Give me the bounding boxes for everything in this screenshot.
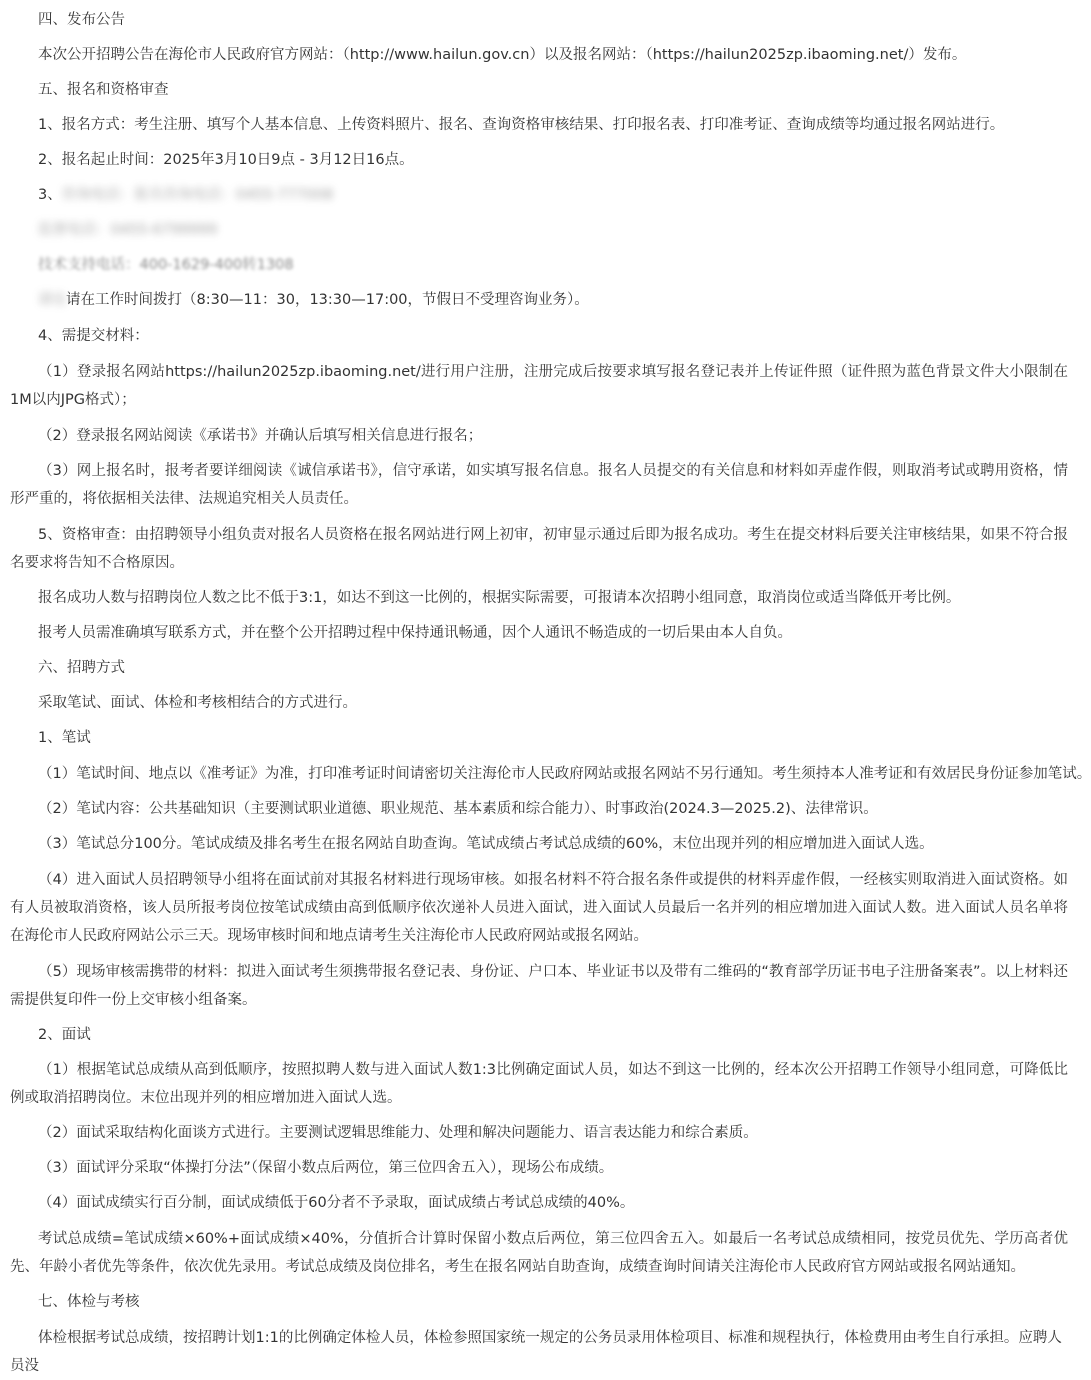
redacted-phone-supervision: 监督电话：0455-6799999 xyxy=(38,222,218,238)
section-7-heading: 七、体检与考核 xyxy=(38,1294,140,1310)
section-5-item-4-2: （2）登录报名网站阅读《承诺书》并确认后填写相关信息进行报名； xyxy=(38,428,483,444)
interview-3: （3）面试评分采取“体操打分法”（保留小数点后两位，第三位四舍五入），现场公布成绩。 xyxy=(38,1160,614,1176)
section-5-ratio: 报名成功人数与招聘岗位人数之比不低于3:1，如达不到这一比例的，根据实际需要，可报请本次招聘小组同意，取消岗位或适当降低开考比例。 xyxy=(38,590,961,606)
section-5-item-2: 2、报名起止时间：2025年3月10日9点 - 3月12日16点。 xyxy=(38,152,414,168)
written-exam-1: （1）笔试时间、地点以《准考证》为准，打印准考证时间请密切关注海伦市人民政府网站或报名网站不另行通知。考生须持本人准考证和有效居民身份证参加笔试。 xyxy=(38,766,1091,782)
section-5-item-4-1: （1）登录报名网站https://hailun2025zp.ibaoming.net/进行用户注册，注册完成后按要求填写报名登记表并上传证件照（证件照为蓝色背景文件大小限制在1M以内JPG格式）； xyxy=(10,364,1068,408)
section-7-paragraph-cut: 体检根据考试总成绩，按招聘计划1:1的比例确定体检人员，体检参照国家统一规定的公务员录用体检项目、标准和规程执行，体检费用由考生自行承担。应聘人员没 xyxy=(10,1330,1062,1374)
interview-heading: 2、面试 xyxy=(38,1027,91,1043)
redacted-hours-prefix: 请在 xyxy=(38,292,67,308)
section-6-heading: 六、招聘方式 xyxy=(38,660,125,676)
written-exam-4: （4）进入面试人员招聘领导小组将在面试前对其报名材料进行现场审核。如报名材料不符合报名条件或提供的材料弄虚作假，一经核实则取消进入面试资格。如有人员被取消资格，该人员所报考岗位按笔试成绩由高到低顺序依次递补人员进入面试，进入面试人员最后一名并列的相应增加进入面试人数。进入面试人员名单将在海伦市人民政府网站公示三天。现场审核时间和地点请考生关注海伦市人民政府网站或报名网站。 xyxy=(10,872,1068,944)
section-5-item-4-3: （3）网上报名时，报考者要详细阅读《诚信承诺书》，信守承诺，如实填写报名信息。报名人员提交的有关信息和材料如弄虚作假，则取消考试或聘用资格，情形严重的，将依据相关法律、法规追究相关人员责任。 xyxy=(10,463,1068,507)
section-5-item-5: 5、资格审查：由招聘领导小组负责对报名人员资格在报名网站进行网上初审，初审显示通过后即为报名成功。考生在提交材料后要关注审核结果，如果不符合报名要求将告知不合格原因。 xyxy=(10,527,1068,571)
written-exam-2: （2）笔试内容：公共基础知识（主要测试职业道德、职业规范、基本素质和综合能力）、时事政治(2024.3—2025.2)、法律常识。 xyxy=(38,801,878,817)
written-exam-3: （3）笔试总分100分。笔试成绩及排名考生在报名网站自助查询。笔试成绩占考试总成绩的60%，末位出现并列的相应增加进入面试人选。 xyxy=(38,836,934,852)
redacted-phone-consult: 咨询电话：报名咨询电话：0455-777008 xyxy=(61,187,334,203)
item-3-prefix: 3、 xyxy=(38,187,62,203)
total-score-rule: 考试总成绩=笔试成绩×60%+面试成绩×40%，分值折合计算时保留小数点后两位，第三位四舍五入。如最后一名考试总成绩相同，按党员优先、学历高者优先、年龄小者优先等条件，依次优先录用。考试总成绩及岗位排名，考生在报名网站自助查询，成绩查询时间请关注海伦市人民政府官方网站或报名网站通知。 xyxy=(10,1231,1068,1275)
interview-1: （1）根据笔试总成绩从高到低顺序，按照拟聘人数与进入面试人数1:3比例确定面试人员，如达不到这一比例的，经本次公开招聘工作领导小组同意，可降低比例或取消招聘岗位。末位出现并列的相应增加进入面试人选。 xyxy=(10,1062,1068,1106)
section-5-item-3-supervision xyxy=(38,220,1068,240)
written-exam-heading: 1、笔试 xyxy=(38,730,91,746)
written-exam-5: （5）现场审核需携带的材料：拟进入面试考生须携带报名登记表、身份证、户口本、毕业证书以及带有二维码的“教育部学历证书电子注册备案表”。以上材料还需提供复印件一份上交审核小组备案。 xyxy=(10,964,1068,1008)
interview-4: （4）面试成绩实行百分制，面试成绩低于60分者不予录取，面试成绩占考试总成绩的40%。 xyxy=(38,1195,635,1211)
section-5-heading: 五、报名和资格审查 xyxy=(38,82,169,98)
section-5-contact: 报考人员需准确填写联系方式，并在整个公开招聘过程中保持通讯畅通，因个人通讯不畅造成的一切后果由本人自负。 xyxy=(38,625,792,641)
hours-text: 请在工作时间拨打（8:30—11：30，13:30—17:00，节假日不受理咨询业务）。 xyxy=(66,292,589,308)
section-6-intro: 采取笔试、面试、体检和考核相结合的方式进行。 xyxy=(38,695,357,711)
section-4-paragraph: 本次公开招聘公告在海伦市人民政府官方网站：（http://www.hailun.gov.cn）以及报名网站：（https://hailun2025zp.ibaoming.net/）发布。 xyxy=(38,47,967,63)
redacted-tech-support: 技术支持电话：400-1629-400转1308 xyxy=(38,257,294,273)
section-5-item-3 xyxy=(38,185,1068,205)
section-5-item-3-tech xyxy=(38,255,1068,275)
section-4-heading: 四、发布公告 xyxy=(38,12,125,28)
section-5-item-1: 1、报名方式：考生注册、填写个人基本信息、上传资料照片、报名、查询资格审核结果、打印报名表、打印准考证、查询成绩等均通过报名网站进行。 xyxy=(38,117,1005,133)
interview-2: （2）面试采取结构化面谈方式进行。主要测试逻辑思维能力、处理和解决问题能力、语言表达能力和综合素质。 xyxy=(38,1125,758,1141)
section-5-item-3-hours xyxy=(38,290,1068,310)
section-5-item-4: 4、需提交材料： xyxy=(38,328,149,344)
